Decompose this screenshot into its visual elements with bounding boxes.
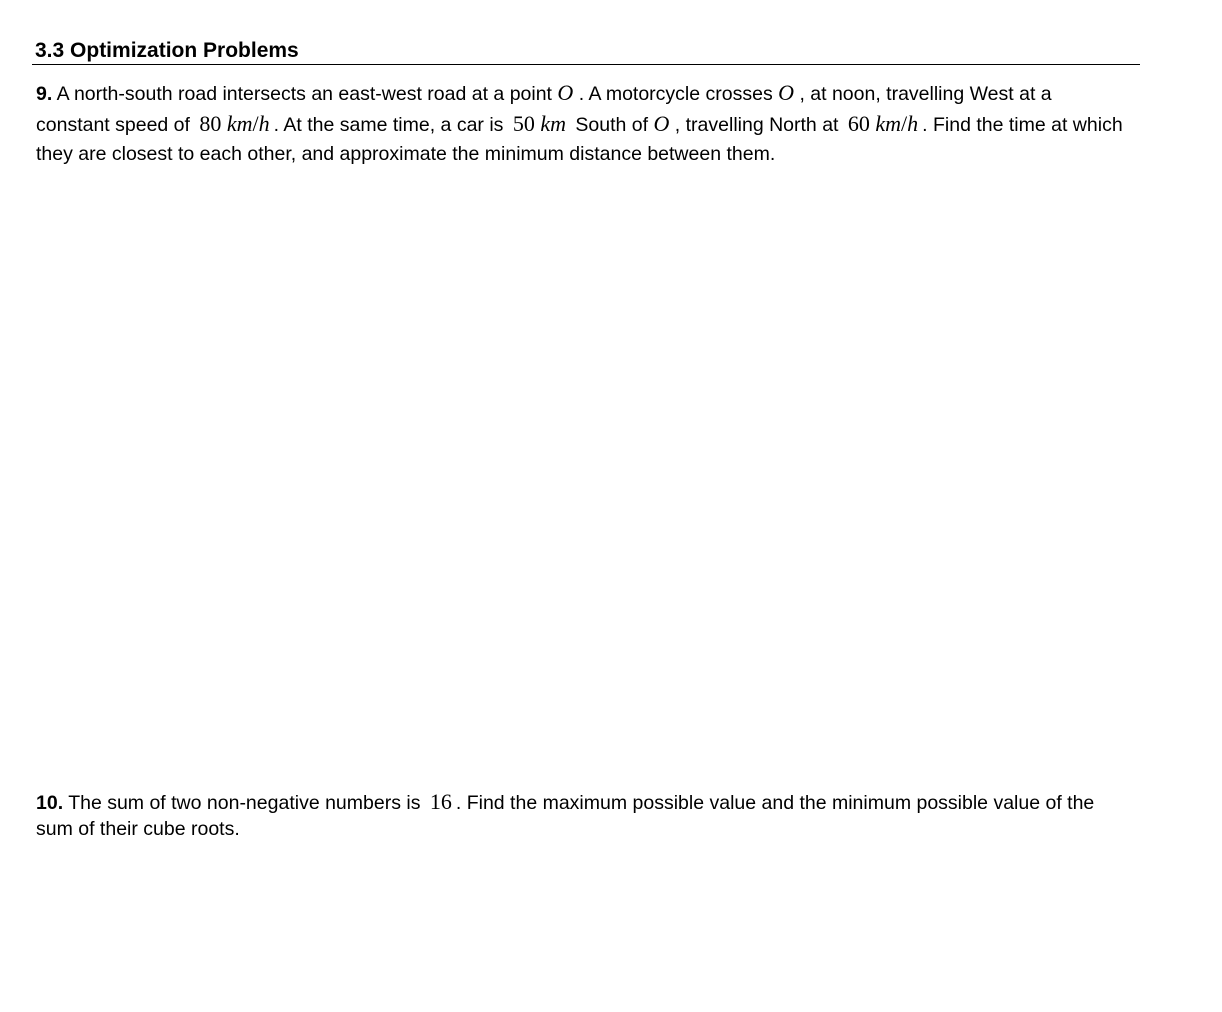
problem-text: , travelling North at [674,114,839,136]
problem-text: The sum of two non-negative numbers is [68,792,421,814]
math-number: 50 [512,111,535,136]
problem-10 [36,789,1126,842]
section-title: 3.3 Optimization Problems [35,39,299,62]
problem-text: South of [575,114,649,136]
problem-9 [36,78,1126,169]
problem-text: . Find the time at which they are closest to each other, and approximate the minimum distance between them. [36,114,1123,165]
math-point: O [653,111,670,136]
math-point: O [557,80,574,105]
math-distance [509,111,570,136]
math-speed-car [844,111,922,136]
problem-number: 10. [36,792,64,814]
math-unit: h [258,111,270,136]
problem-number: 9. [36,83,53,105]
math-point: O [778,80,795,105]
math-unit: km [226,111,253,136]
math-number: 60 [847,111,870,136]
problem-text: . A motorcycle crosses [578,83,773,105]
math-number: 80 [199,111,222,136]
math-unit: km [540,111,566,136]
problem-text: , at noon, travelling West at a constant speed of [36,83,1052,136]
math-number: 16 [429,789,452,814]
math-operator: / [252,111,259,136]
problem-text: A north-south road intersects an east-west road at a point [56,83,552,105]
math-operator: / [901,111,908,136]
title-rule [32,64,1140,65]
problem-text: . At the same time, a car is [273,114,504,136]
math-speed-motorcycle [195,111,273,136]
math-unit: h [907,111,919,136]
math-unit: km [875,111,902,136]
problem-text: . Find the maximum possible value and the minimum possible value of the sum of their cube roots. [36,792,1095,840]
